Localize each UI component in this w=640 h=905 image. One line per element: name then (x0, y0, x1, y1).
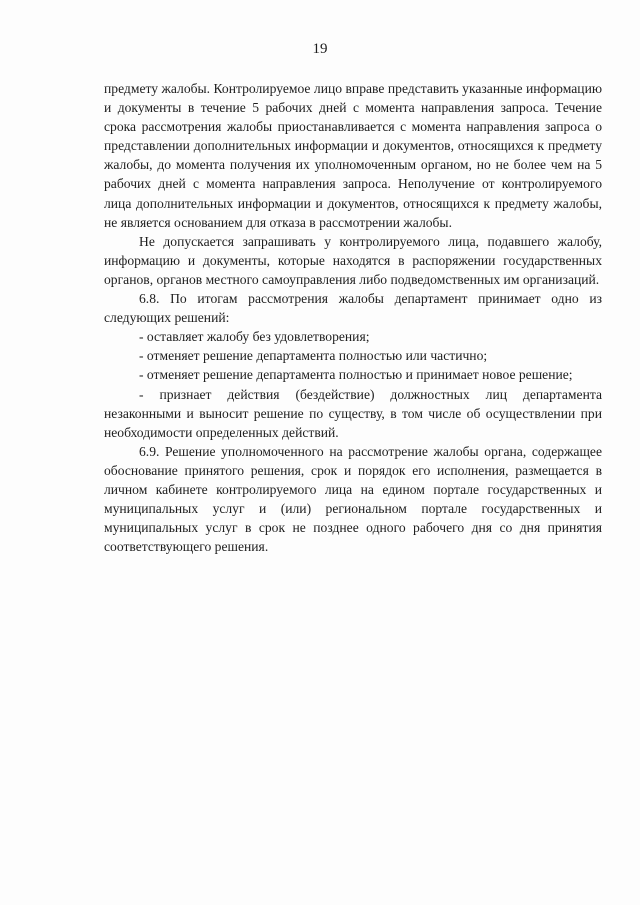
page-number: 19 (312, 41, 328, 57)
list-item-decision-3: - отменяет решение департамента полностью и принимает новое решение; (139, 367, 573, 383)
paragraph-6-8: 6.8. По итогам рассмотрения жалобы департамент принимает одно из следующих решений: (104, 291, 602, 326)
paragraph-no-request: Не допускается запрашивать у контролируемого лица, подавшего жалобу, информацию и документы, которые находятся в распоряжении государственных органов, органов местного самоуправления либо подведомственных им организаций. (104, 233, 602, 287)
document-body (104, 79, 602, 556)
list-item-decision-4: - признает действия (бездействие) должностных лиц департамента незаконными и выносит решение по существу, в том числе об осуществлении при необходимости определенных действий. (104, 386, 602, 440)
paragraph-6-9: 6.9. Решение уполномоченного на рассмотрение жалобы органа, содержащее обоснование принятого решения, срок и порядок его исполнения, размещается в личном кабинете контролируемого лица на едином портале государственных и муниципальных услуг и (или) региональном портале государственных и муниципальных услуг в срок не позднее одного рабочего дня со дня принятия соответствующего решения. (104, 443, 602, 555)
paragraph-continuation: предмету жалобы. Контролируемое лицо вправе представить указанные информацию и документы в течение 5 рабочих дней с момента направления запроса. Течение срока рассмотрения жалобы приостанавливается с момента направления запроса о представлении дополнительных информации и документов, относящихся к предмету жалобы, до момента получения их уполномоченным органом, но не более чем на 5 рабочих дней с момента направления запроса. Неполучение от контролируемого лица дополнительных информации и документов, относящихся к предмету жалобы, не является основанием для отказа в рассмотрении жалобы. (104, 81, 602, 230)
list-item-decision-2: - отменяет решение департамента полностью или частично; (139, 348, 488, 364)
list-item-decision-1: - оставляет жалобу без удовлетворения; (139, 329, 370, 345)
